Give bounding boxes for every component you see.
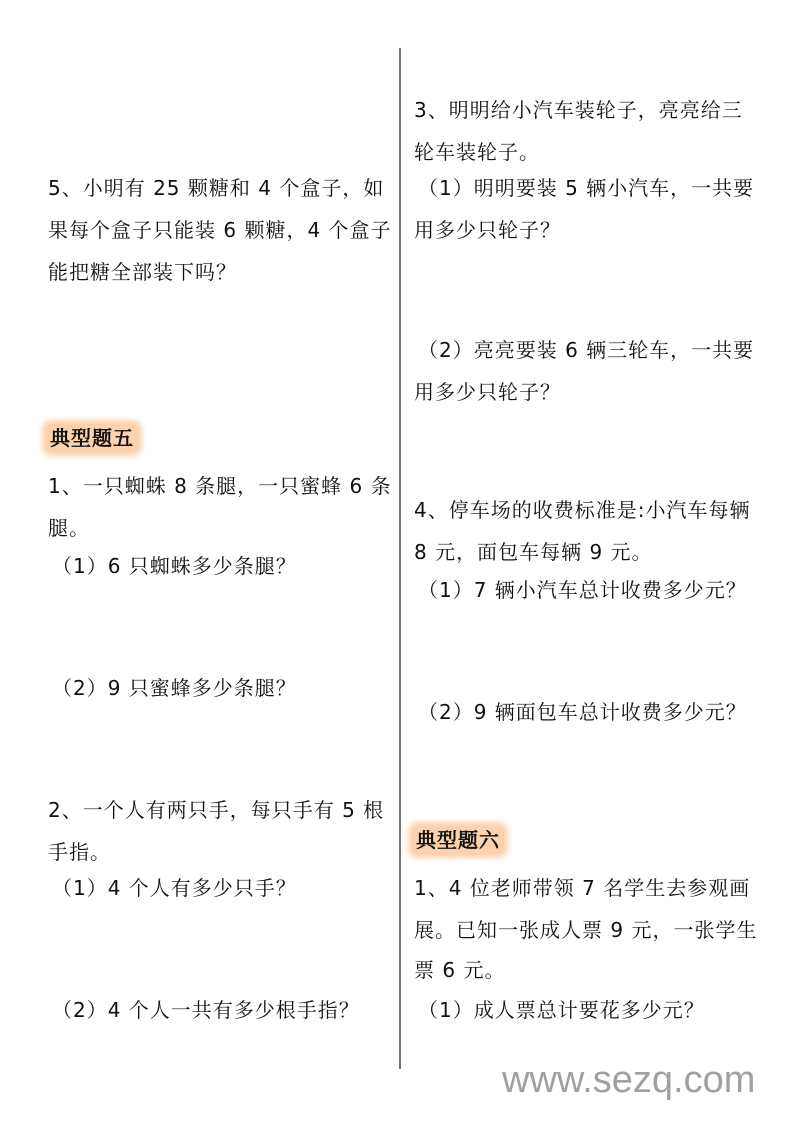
question-text-line: 1、4 位老师带领 7 名学生去参观画 [414,876,751,900]
column-divider [399,48,401,1069]
sub-question: （1）4 个人有多少只手？ [52,876,297,900]
question-text-line: 4、停车场的收费标准是:小汽车每辆 [414,498,751,522]
sub-question: （2）9 只蜜蜂多少条腿？ [52,676,297,700]
section-heading-typical-5: 典型题五 [46,424,138,452]
question-text-line: 8 元，面包车每辆 9 元。 [414,540,653,564]
question-text-line: 果每个盒子只能装 6 颗糖，4 个盒子 [48,218,392,242]
sub-question: 用多少只轮子？ [414,380,561,404]
sub-question: （2）亮亮要装 6 辆三轮车，一共要 [418,338,755,362]
sub-question: 用多少只轮子？ [414,218,561,242]
question-text-line: 轮车装轮子。 [414,140,540,164]
sub-question: （1）成人票总计要花多少元？ [418,998,705,1022]
question-text-line: 2、一个人有两只手，每只手有 5 根 [48,798,385,822]
sub-question: （1）7 辆小汽车总计收费多少元？ [418,578,747,602]
sub-question: （2）4 个人一共有多少根手指？ [52,998,360,1022]
sub-question: （2）9 辆面包车总计收费多少元？ [418,700,747,724]
question-text-line: 3、明明给小汽车装轮子，亮亮给三 [414,98,743,122]
watermark: www.sezq.com [502,1059,756,1101]
sub-question: （1）6 只蜘蛛多少条腿？ [52,554,297,578]
question-text-line: 1、一只蜘蛛 8 条腿，一只蜜蜂 6 条 [48,474,392,498]
question-text-line: 票 6 元。 [414,958,506,982]
question-text-line: 腿。 [48,516,90,540]
question-text-line: 手指。 [48,840,111,864]
question-text-line: 展。已知一张成人票 9 元，一张学生 [414,918,758,942]
section-heading-typical-6: 典型题六 [412,826,504,854]
question-text-line: 5、小明有 25 颗糖和 4 个盒子，如 [48,176,385,200]
question-text-line: 能把糖全部装下吗？ [48,260,237,284]
sub-question: （1）明明要装 5 辆小汽车，一共要 [418,176,755,200]
